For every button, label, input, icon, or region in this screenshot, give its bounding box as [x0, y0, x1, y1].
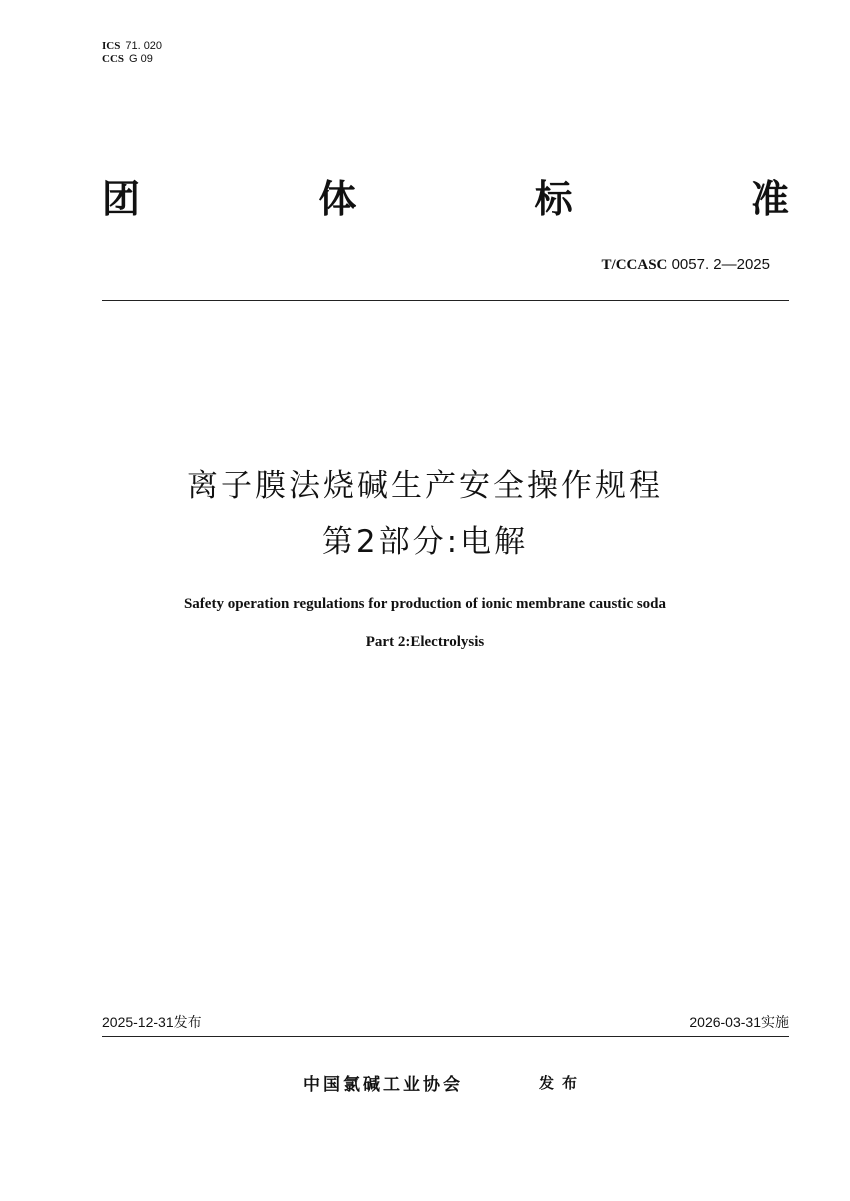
chinese-title-line-2: 第2部分:电解	[321, 524, 529, 560]
publish-label: 发布	[539, 1074, 586, 1092]
chinese-title-line-1: 离子膜法烧碱生产安全操作规程	[187, 468, 663, 504]
ccs-value: G 09	[129, 53, 153, 65]
top-divider	[102, 300, 789, 301]
standard-type-heading	[102, 176, 789, 222]
standard-number-value: 0057. 2—2025	[671, 256, 770, 273]
classification-codes	[102, 40, 162, 66]
standard-number	[602, 256, 770, 274]
ics-value: 71. 020	[125, 40, 163, 52]
bottom-divider	[102, 1036, 789, 1037]
ccs-code	[102, 53, 162, 66]
publisher-name: 中国氯碱工业协会	[303, 1075, 463, 1095]
ics-label: ICS	[102, 40, 121, 52]
standard-type-char: 体	[318, 177, 357, 221]
english-title-line-1: Safety operation regulations for production of ionic membrane caustic soda	[183, 596, 667, 612]
english-title-line-2: Part 2:Electrolysis	[365, 634, 485, 650]
issue-date: 2025-12-31发布	[102, 1014, 202, 1030]
standard-number-prefix: T/CCASC	[601, 257, 668, 273]
standard-type-char: 标	[534, 177, 573, 221]
implementation-date: 2026-03-31实施	[689, 1014, 789, 1030]
standard-type-char: 团	[102, 177, 141, 221]
ccs-label: CCS	[102, 53, 125, 65]
standard-type-char: 准	[750, 177, 789, 221]
ics-code	[102, 40, 162, 53]
